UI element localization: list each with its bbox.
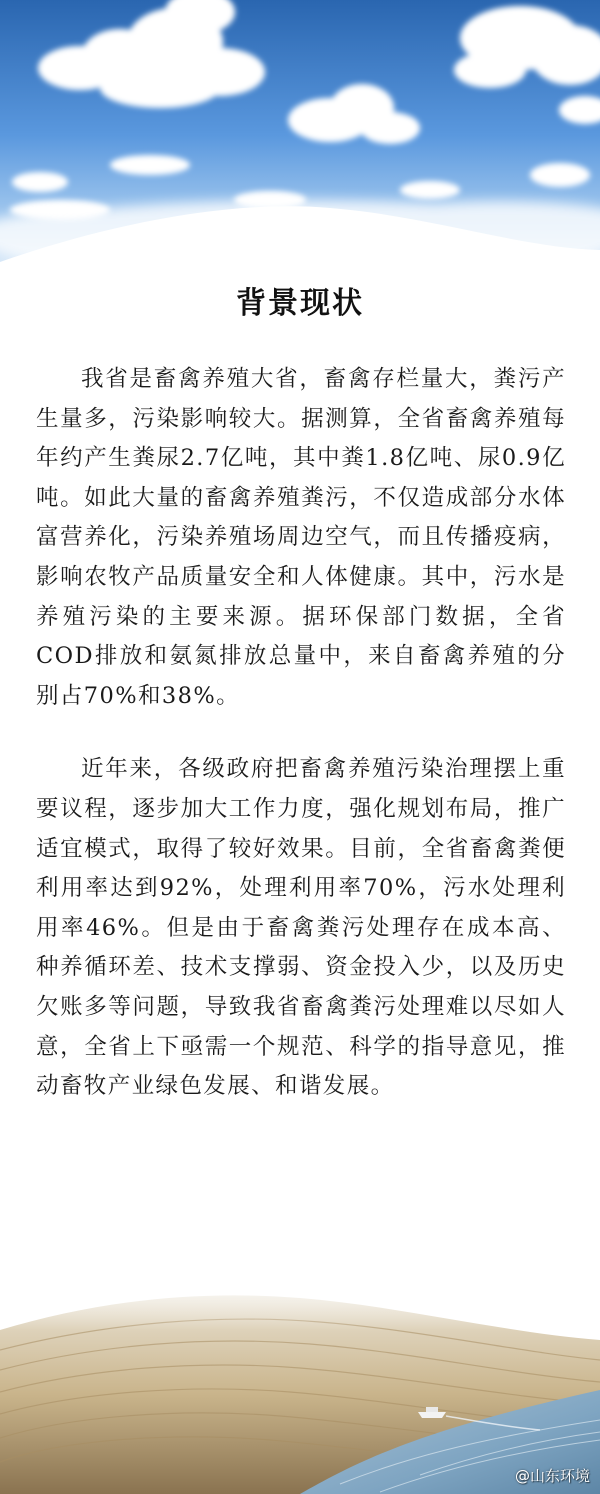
- landscape-footer-image: [0, 1270, 600, 1494]
- watermark: @山东环境: [514, 1467, 590, 1485]
- sky-header-image: [0, 0, 600, 300]
- paragraph-background: 我省是畜禽养殖大省，畜禽存栏量大，粪污产生量多，污染影响较大。据测算，全省畜禽养殖每年约产生粪尿2.7亿吨，其中粪1.8亿吨、尿0.9亿吨。如此大量的畜禽养殖粪污，不仅造成部分水体富营养化，污染养殖场周边空气，而且传播疫病，影响农牧产品质量安全和人体健康。其中，污水是养殖污染的主要来源。据环保部门数据，全省COD排放和氨氮排放总量中，来自畜禽养殖的分别占70%和38%。: [36, 366, 566, 709]
- article-body: [36, 360, 566, 1107]
- paragraph-progress: 近年来，各级政府把畜禽养殖污染治理摆上重要议程，逐步加大工作力度，强化规划布局，推广适宜模式，取得了较好效果。目前，全省畜禽粪便利用率达到92%，处理利用率70%，污水处理利用率46%。但是由于畜禽粪污处理存在成本高、种养循环差、技术支撑弱、资金投入少，以及历史欠账多等问题，导致我省畜禽粪污处理难以尽如人意，全省上下亟需一个规范、科学的指导意见，推动畜牧产业绿色发展、和谐发展。: [36, 756, 566, 1100]
- page-title: 背景现状: [236, 286, 364, 321]
